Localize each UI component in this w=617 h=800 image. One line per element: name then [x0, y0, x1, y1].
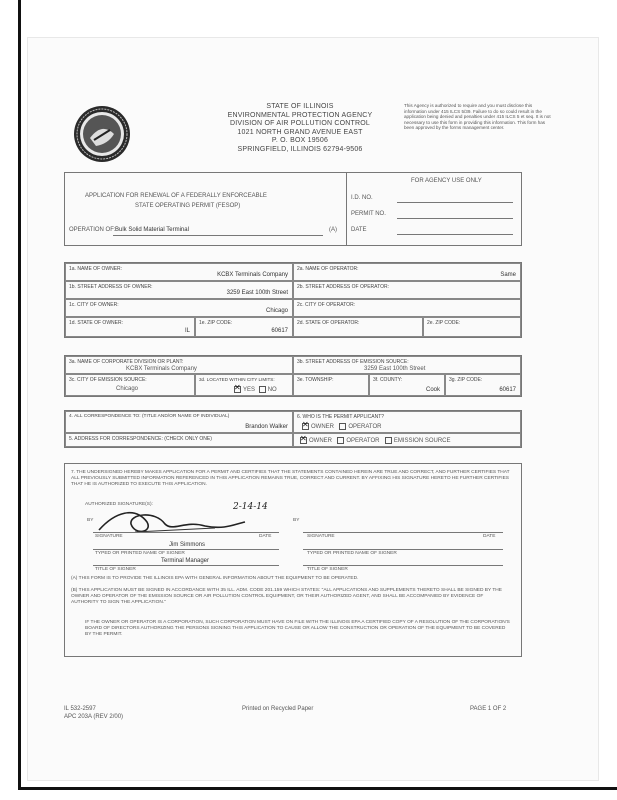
recycled-paper-note: Printed on Recycled Paper: [242, 706, 314, 712]
form-number-2: APC 203A (REV 2/00): [64, 714, 124, 720]
applicant-owner-checkbox[interactable]: [302, 423, 309, 430]
owner-state-cell: [65, 317, 195, 337]
operator-state-label: 2d. STATE OF OPERATOR:: [297, 320, 360, 326]
owner-zip-value: 60617: [271, 328, 288, 334]
operator-name-cell: [293, 263, 521, 281]
applicant-operator-checkbox[interactable]: [339, 423, 346, 430]
owner-zip-cell: [195, 317, 293, 337]
handwritten-date: 2-14-14: [233, 502, 268, 512]
address-operator-label: OPERATOR: [346, 438, 380, 445]
certification-section: [64, 463, 522, 657]
source-zip-value: 60617: [499, 387, 516, 393]
operation-of-label: OPERATION OF:: [69, 227, 116, 233]
id-no-line: [397, 202, 513, 203]
owner-city-label: 1c. CITY OF OWNER:: [69, 302, 119, 308]
owner-street-cell: [65, 281, 293, 299]
agency-header: [200, 103, 400, 154]
address-owner-checkbox[interactable]: [300, 437, 307, 444]
no-label: NO: [267, 387, 277, 394]
application-title-box: [64, 172, 348, 246]
township-cell: [293, 374, 369, 396]
operator-name-value: Same: [500, 272, 516, 278]
typed-name-line-1: [93, 549, 279, 550]
title-label-2: TITLE OF SIGNER: [307, 567, 348, 572]
app-title-line2: STATE OPERATING PERMIT (FESOP): [135, 203, 241, 209]
city-limits-yes-checkbox[interactable]: [234, 386, 241, 393]
note-b: (B) THIS APPLICATION MUST BE SIGNED IN ACCORDANCE WITH 35 ILL. ADM. CODE 201.159 WHICH STATES: "ALL APPLICATIONS AND SUPPLEMENTS THERETO SHALL BE SIGNED BY THE OWNER AND OPERATOR OF THE EMISSION SOURCE OR AIR POLLUTION CONTROL EQUIPMENT, OR THEIR AUTHORIZED AGENT, AND SHALL BE ACCOMPANIED BY EVIDENCE OF AUTHORITY TO SIGN THE APPLICATION.": [71, 588, 502, 605]
source-street-cell: [293, 356, 521, 374]
address-choice-cell: [293, 433, 521, 447]
city-limits-cell: [195, 374, 293, 396]
source-zip-cell: [445, 374, 521, 396]
correspondence-to-label: 4. ALL CORRESPONDENCE TO: (TITLE AND/OR NAME OF INDIVIDUAL): [69, 414, 230, 419]
owner-street-value: 3259 East 100th Street: [226, 290, 288, 296]
source-street-label: 3b. STREET ADDRESS OF EMISSION SOURCE:: [297, 359, 409, 365]
address-emission-checkbox[interactable]: [385, 437, 392, 444]
signer-title: Terminal Manager: [161, 558, 210, 564]
owner-name-label: 1a. NAME OF OWNER:: [69, 266, 123, 272]
owner-state-value: IL: [184, 328, 190, 334]
owner-name-cell: [65, 263, 293, 281]
county-label: 3f. COUNTY:: [373, 377, 403, 383]
county-cell: [369, 374, 445, 396]
header-pobox: P. O. BOX 19506: [271, 137, 329, 144]
header-address: 1021 NORTH GRAND AVENUE EAST: [237, 128, 363, 136]
date-label-1: DATE: [259, 534, 272, 539]
signer-name: Jim Simmons: [169, 542, 206, 548]
applicant-label: 6. WHO IS THE PERMIT APPLICANT?: [297, 414, 385, 420]
correspondence-address-cell: [65, 433, 293, 447]
page-number: PAGE 1 OF 2: [470, 706, 507, 712]
operator-street-cell: [293, 281, 521, 299]
operation-of-line: [113, 235, 323, 236]
address-choice-options: [298, 437, 451, 445]
division-value: KCBX Terminals Company: [126, 366, 197, 372]
authorized-signature-label: AUTHORIZED SIGNATURE(S):: [85, 502, 153, 507]
signature-line-2: [303, 532, 503, 533]
applicant-options: [300, 423, 381, 431]
certification-text: 7. THE UNDERSIGNED HEREBY MAKES APPLICATION FOR A PERMIT AND CERTIFIES THAT THE STATEMENTS CONTAINED HEREIN ARE TRUE AND CORRECT, AND FURTHER CERTIFIES THAT ALL PREVIOUSLY SUBMITTED INFORMATION REFERENCED IN THIS APPLICATION REMAINS TRUE, CORRECT AND CURRENT. BY AFFIXING HIS SIGNATURE HERETO HE FURTHER CERTIFIES THAT HE IS AUTHORIZED TO EXECUTE THIS APPLICATION.: [71, 470, 510, 487]
correspondence-address-label: 5. ADDRESS FOR CORRESPONDENCE: (CHECK ONLY ONE): [69, 436, 212, 442]
correspondence-to-value: Brandon Walker: [245, 424, 288, 430]
operator-state-cell: [293, 317, 423, 337]
by-label-2: BY: [293, 518, 300, 523]
applicant-cell: [293, 411, 521, 433]
yes-label: YES: [243, 387, 256, 394]
by-label-1: BY: [87, 518, 94, 523]
header-agency: ENVIRONMENTAL PROTECTION AGENCY: [227, 111, 373, 119]
header-division: DIVISION OF AIR POLLUTION CONTROL: [229, 120, 370, 127]
operator-street-label: 2b. STREET ADDRESS OF OPERATOR:: [297, 284, 389, 290]
township-label: 3e. TOWNSHIP:: [297, 377, 334, 383]
note-c: IF THE OWNER OR OPERATOR IS A CORPORATION, SUCH CORPORATION MUST HAVE ON FILE WITH THE ILLINOIS EPA A CERTIFIED COPY OF A RESOLUTION OF THE CORPORATION'S BOARD OF DIRECTORS AUTHORIZING THE PERSONS SIGNING THIS APPLICATION TO CAUSE OR ALLOW THE CONSTRUCTION OR OPERATION OF THE EQUIPMENT TO BE COVERED BY THE PERMIT.: [85, 620, 510, 637]
date-label-2: DATE: [483, 534, 496, 539]
applicant-owner-label: OWNER: [311, 424, 334, 431]
owner-street-label: 1b. STREET ADDRESS OF OWNER:: [69, 284, 153, 290]
typed-name-label-2: TYPED OR PRINTED NAME OF SIGNER: [307, 551, 397, 556]
operator-name-label: 2a. NAME OF OPERATOR:: [297, 266, 359, 272]
owner-operator-section: [64, 262, 522, 338]
source-city-cell: [65, 374, 195, 396]
source-street-value: 3259 East 100th Street: [364, 366, 426, 372]
applicant-operator-label: OPERATOR: [348, 424, 382, 431]
owner-city-cell: [65, 299, 293, 317]
operator-city-label: 2c. CITY OF OPERATOR:: [297, 302, 356, 308]
county-value: Cook: [425, 387, 440, 393]
signature-label-1: SIGNATURE: [95, 534, 123, 539]
city-limits-options: [232, 386, 277, 394]
operator-zip-label: 2e. ZIP CODE:: [427, 320, 461, 326]
operator-city-cell: [293, 299, 521, 317]
disclosure-notice: This Agency is authorized to require and you must disclose this information under 415 ILCS 5/39. Failure to do so could result in the application being denied and penalties under 415 ILCS 5 et seq. It is not necessary to use this form in providing this information. This form has been approved by the forms management center.: [404, 103, 551, 131]
note-a-marker: (A): [329, 227, 337, 233]
typed-name-line-2: [303, 549, 503, 550]
address-emission-label: EMISSION SOURCE: [393, 438, 451, 445]
title-line-2: [303, 565, 503, 566]
owner-city-value: Chicago: [265, 308, 288, 314]
correspondence-section: [64, 410, 522, 448]
division-cell: [65, 356, 293, 374]
date-line: [397, 234, 513, 235]
id-no-label: I.D. NO.: [351, 195, 373, 201]
owner-state-label: 1d. STATE OF OWNER:: [69, 320, 123, 326]
app-title-line1: APPLICATION FOR RENEWAL OF A FEDERALLY ENFORCEABLE: [85, 193, 267, 199]
operator-zip-cell: [423, 317, 521, 337]
signature-label-2: SIGNATURE: [307, 534, 335, 539]
permit-no-line: [397, 218, 513, 219]
note-a: (A) THIS FORM IS TO PROVIDE THE ILLINOIS EPA WITH GENERAL INFORMATION ABOUT THE EQUIPMENT TO BE OPERATED.: [71, 576, 359, 581]
permit-no-label: PERMIT NO.: [351, 211, 386, 217]
source-city-value: Chicago: [116, 386, 139, 392]
agency-use-title: FOR AGENCY USE ONLY: [411, 178, 482, 184]
address-owner-label: OWNER: [309, 438, 332, 445]
address-operator-checkbox[interactable]: [337, 437, 344, 444]
title-label-1: TITLE OF SIGNER: [95, 567, 136, 572]
city-limits-no-checkbox[interactable]: [259, 386, 266, 393]
operation-of-value: Bulk Solid Material Terminal: [115, 227, 189, 233]
scan-border-left: [18, 0, 21, 790]
title-line-1: [93, 565, 279, 566]
header-state: STATE OF ILLINOIS: [266, 103, 334, 110]
form-number-1: IL 532-2597: [64, 706, 96, 712]
owner-zip-label: 1e. ZIP CODE:: [199, 320, 233, 326]
emission-source-section: [64, 355, 522, 397]
owner-name-value: KCBX Terminals Company: [217, 272, 288, 278]
typed-name-label-1: TYPED OR PRINTED NAME OF SIGNER: [95, 551, 185, 556]
city-limits-label: 3d. LOCATED WITHIN CITY LIMITS:: [199, 377, 275, 382]
state-seal-icon: [72, 104, 132, 164]
source-zip-label: 3g. ZIP CODE:: [449, 377, 483, 383]
header-city: SPRINGFIELD, ILLINOIS 62794-9506: [237, 145, 363, 153]
correspondence-to-cell: [65, 411, 293, 433]
division-label: 3a. NAME OF CORPORATE DIVISION OR PLANT:: [69, 359, 184, 365]
date-label: DATE: [351, 227, 367, 233]
scan-border-bottom: [18, 787, 617, 790]
signature-line-1: [93, 532, 279, 533]
source-city-label: 3c. CITY OF EMISSION SOURCE:: [69, 377, 147, 383]
agency-use-box: [346, 172, 522, 246]
